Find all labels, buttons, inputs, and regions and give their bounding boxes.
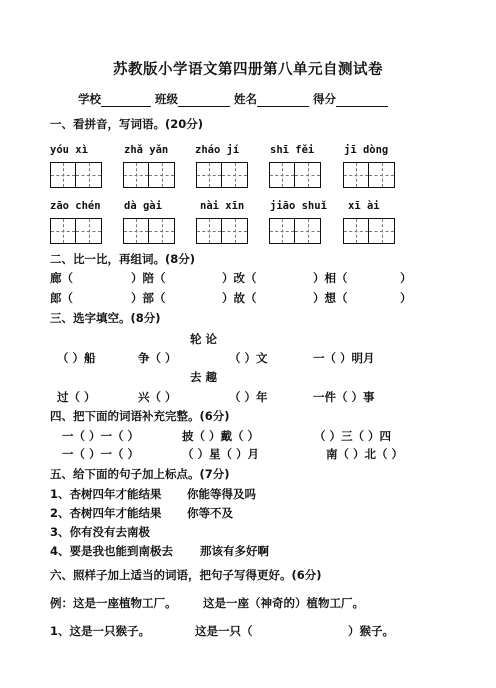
pinyin-2-4: jiāo shuǐ — [270, 200, 327, 212]
class-label: 班级 — [155, 92, 179, 106]
page-title: 苏教版小学语文第四册第八单元自测试卷 — [113, 62, 383, 78]
s3-l1-d: 一（ ）明月 — [313, 351, 375, 365]
char-box-pair[interactable] — [269, 162, 321, 188]
s2-r2-b: ）部（ — [131, 291, 166, 305]
s2-r2-c: ）故（ — [222, 291, 257, 305]
s6-example-b: 这是一座（神奇的）植物工厂。 — [203, 596, 364, 610]
s3-l1-c: （ ）文 — [229, 351, 268, 365]
s3-choice-1: 轮 论 — [190, 332, 218, 346]
section5-heading: 五、给下面的句子加上标点。(7分) — [50, 467, 230, 481]
s5-item2-b: 你等不及 — [187, 506, 233, 520]
char-box-pair[interactable] — [269, 218, 321, 244]
pinyin-2-3: nài xīn — [200, 200, 245, 212]
char-box-pair[interactable] — [123, 218, 175, 244]
s2-r1-d: ）相（ — [313, 271, 348, 285]
s6-item1-b: 这是一只（ — [195, 624, 253, 638]
s2-r1-c: ）改（ — [222, 271, 257, 285]
pinyin-1-3: zháo jí — [195, 144, 240, 156]
name-label: 姓名 — [234, 92, 258, 106]
s5-item1-a: 1、杏树四年才能结果 — [50, 487, 162, 501]
student-info-line — [78, 91, 388, 107]
s2-r1-e: ） — [400, 271, 412, 285]
s5-item4-a: 4、要是我也能到南极去 — [50, 544, 174, 558]
char-box-pair[interactable] — [343, 162, 395, 188]
pinyin-2-2: dà gài — [124, 200, 162, 212]
school-blank[interactable] — [101, 94, 151, 107]
s2-r1-a: 廊（ — [50, 271, 73, 285]
pinyin-1-2: zhǎ yǎn — [124, 144, 169, 156]
s5-item2-a: 2、杏树四年才能结果 — [50, 506, 162, 520]
pinyin-1-1: yóu xì — [50, 144, 88, 156]
s4-l1-a: 一（ ）一（ ） — [62, 429, 140, 443]
s5-item3-a: 3、你有没有去南极 — [50, 525, 151, 539]
char-box-pair[interactable] — [123, 162, 175, 188]
class-blank[interactable] — [178, 94, 230, 107]
s6-example-a: 例：这是一座植物工厂。 — [50, 596, 177, 610]
s5-item1-b: 你能等得及吗 — [187, 487, 256, 501]
s2-r1-b: ）陪（ — [131, 271, 166, 285]
s2-r2-e: ） — [400, 291, 412, 305]
s3-l2-d: 一件（ ）事 — [313, 390, 375, 404]
score-blank[interactable] — [336, 94, 388, 107]
s3-l2-c: （ ）年 — [229, 390, 268, 404]
s4-l2-a: 一（ ）一（ ） — [62, 447, 140, 461]
s4-l1-c: （ ）三（ ）四 — [314, 429, 392, 443]
section2-heading: 二、比一比，再组词。(8分) — [50, 252, 196, 266]
s3-l1-a: （ ）船 — [57, 351, 96, 365]
s3-l2-b: 兴（ ） — [138, 390, 177, 404]
pinyin-1-5: jī dòng — [344, 144, 389, 156]
s3-l1-b: 争（ ） — [138, 351, 177, 365]
school-label: 学校 — [78, 92, 101, 106]
name-blank[interactable] — [257, 94, 309, 107]
pinyin-2-5: xī ài — [348, 200, 380, 212]
s4-l2-b: （ ）星（ ）月 — [182, 447, 260, 461]
char-box-pair[interactable] — [343, 218, 395, 244]
s6-item1-c: ）猴子。 — [348, 624, 394, 638]
s6-item1-a: 1、这是一只猴子。 — [50, 624, 151, 638]
pinyin-2-1: zāo chén — [50, 200, 101, 212]
s3-l2-a: 过（ ） — [57, 390, 96, 404]
section6-heading: 六、照样子加上适当的词语，把句子写得更好。(6分) — [50, 568, 322, 582]
s4-l2-c: 南（ ）北（ ） — [326, 447, 404, 461]
s5-item4-b: 那该有多好啊 — [200, 544, 269, 558]
section3-heading: 三、选字填空。(8分) — [50, 311, 161, 325]
section1-heading: 一、看拼音，写词语。(20分) — [50, 117, 204, 131]
s4-l1-b: 披（ ）戴（ ） — [182, 429, 260, 443]
s2-r2-a: 郎（ — [50, 291, 73, 305]
pinyin-1-4: shī fěi — [270, 144, 315, 156]
score-label: 得分 — [313, 92, 337, 106]
char-box-pair[interactable] — [50, 162, 102, 188]
char-box-pair[interactable] — [196, 218, 248, 244]
char-box-pair[interactable] — [196, 162, 248, 188]
s3-choice-2: 去 趣 — [190, 370, 218, 384]
s2-r2-d: ）想（ — [313, 291, 348, 305]
char-box-pair[interactable] — [50, 218, 102, 244]
section4-heading: 四、把下面的词语补充完整。(6分) — [50, 409, 230, 423]
